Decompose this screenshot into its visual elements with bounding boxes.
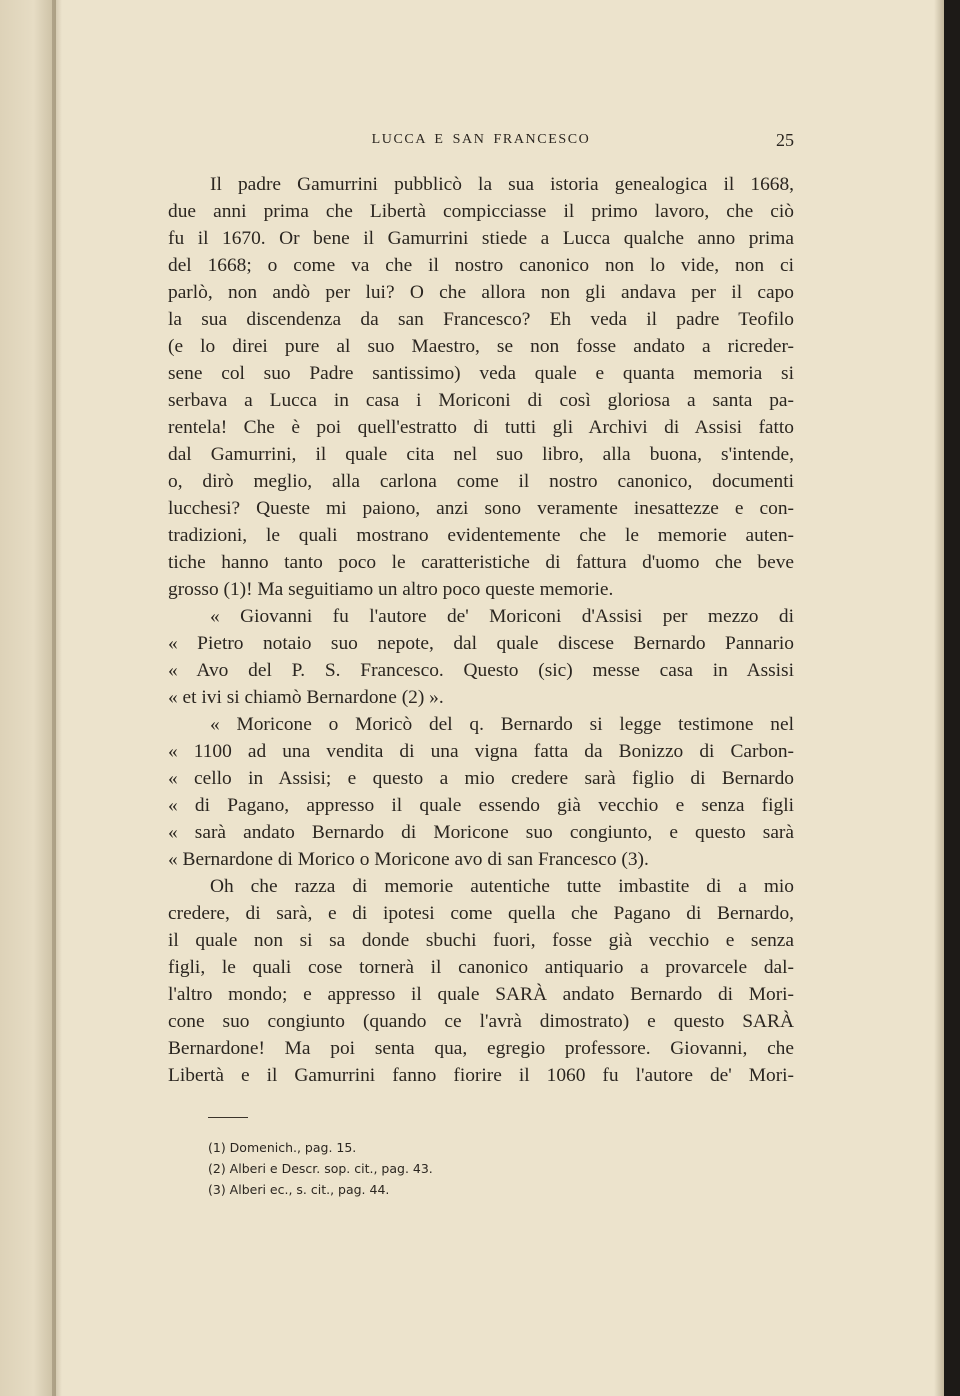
text-line: fu il 1670. Or bene il Gamurrini stiede a Lucca qualche anno prima (168, 228, 794, 249)
quote-line: « Moricone o Moricò del q. Bernardo si legge testimone nel (210, 714, 794, 735)
text-line: lucchesi? Queste mi paiono, anzi sono veramente inesattezze e con- (168, 498, 794, 519)
quote-line: « Pietro notaio suo nepote, dal quale discese Bernardo Pannario (168, 633, 794, 654)
text-line: (e lo direi pure al suo Maestro, se non fosse andato a ricreder- (168, 336, 794, 357)
quote-line: « di Pagano, appresso il quale essendo già vecchio e senza figli (168, 795, 794, 816)
quote-line: « 1100 ad una vendita di una vigna fatta da Bonizzo di Carbon- (168, 741, 794, 762)
text-line: dal Gamurrini, il quale cita nel suo libro, alla buona, s'intende, (168, 444, 794, 465)
quote-line: « cello in Assisi; e questo a mio credere sarà figlio di Bernardo (168, 768, 794, 789)
text-line: parlò, non andò per lui? O che allora non gli andava per il capo (168, 282, 794, 303)
text-line: la sua discendenza da san Francesco? Eh veda il padre Teofilo (168, 309, 794, 330)
text-line: figli, le quali cose tornerà il canonico antiquario a provarcele dal- (168, 957, 794, 978)
quote-line: « Avo del P. S. Francesco. Questo (sic) messe casa in Assisi (168, 660, 794, 681)
footnote: (3) Alberi ec., s. cit., pag. 44. (208, 1182, 390, 1197)
text-line: il quale non si sa donde sbuchi fuori, fosse già vecchio e senza (168, 930, 794, 951)
footnote: (1) Domenich., pag. 15. (208, 1140, 357, 1155)
text-line: due anni prima che Libertà compicciasse il primo lavoro, che ciò (168, 201, 794, 222)
text-line: Il padre Gamurrini pubblicò la sua istoria genealogica il 1668, (210, 174, 794, 195)
text-line: del 1668; o come va che il nostro canonico non lo vide, non ci (168, 255, 794, 276)
text-line: tiche hanno tanto poco le caratteristiche di fattura d'uomo che beve (168, 552, 794, 573)
quote-line: « Giovanni fu l'autore de' Moriconi d'Assisi per mezzo di (210, 606, 794, 627)
quote-line: « sarà andato Bernardo di Moricone suo congiunto, e questo sarà (168, 822, 794, 843)
quote-line: « Bernardone di Morico o Moricone avo di san Francesco (3). (168, 849, 649, 870)
text-line: rentela! Che è poi quell'estratto di tutti gli Archivi di Assisi fatto (168, 417, 794, 438)
footnote: (2) Alberi e Descr. sop. cit., pag. 43. (208, 1161, 433, 1176)
page-number: 25 (776, 130, 794, 150)
text-line: serbava a Lucca in casa i Moriconi di così gloriosa a santa pa- (168, 390, 794, 411)
running-title: LUCCA E SAN FRANCESCO (371, 132, 591, 147)
text-line: o, dirò meglio, alla carlona come il nostro canonico, documenti (168, 471, 794, 492)
text-line: Oh che razza di memorie autentiche tutte imbastite di a mio (210, 876, 794, 897)
text-line: Libertà e il Gamurrini fanno fiorire il 1060 fu l'autore de' Mori- (168, 1065, 794, 1086)
text-line: sene col suo Padre santissimo) veda quale e quanta memoria si (168, 363, 794, 384)
scan-border (944, 0, 960, 1396)
running-head (168, 132, 794, 154)
text-line: grosso (1)! Ma seguitiamo un altro poco queste memorie. (168, 579, 614, 600)
footnote-rule (208, 1117, 248, 1118)
text-line: cone suo congiunto (quando ce l'avrà dimostrato) e questo SARÀ (168, 1011, 794, 1032)
body-text (168, 171, 794, 1089)
text-line: tradizioni, le quali mostrano evidentemente che le memorie auten- (168, 525, 794, 546)
footnotes (208, 1137, 708, 1200)
text-line: credere, di sarà, e di ipotesi come quella che Pagano di Bernardo, (168, 903, 794, 924)
quote-line: « et ivi si chiamò Bernardone (2) ». (168, 687, 444, 708)
text-line: Bernardone! Ma poi senta qua, egregio professore. Giovanni, che (168, 1038, 794, 1059)
text-line: l'altro mondo; e appresso il quale SARÀ andato Bernardo di Mori- (168, 984, 794, 1005)
